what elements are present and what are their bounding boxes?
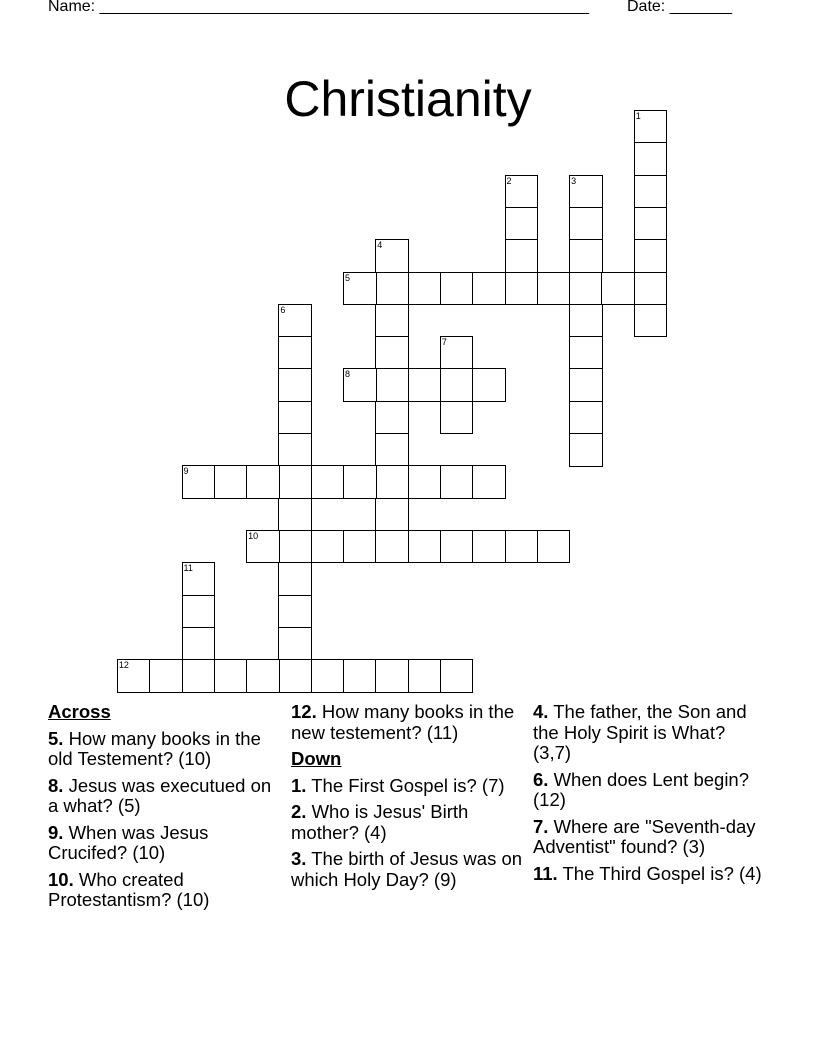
grid-cell[interactable] — [440, 465, 474, 499]
grid-cell[interactable] — [182, 562, 216, 596]
clue-down-3: 3. The birth of Jesus was on which Holy Day? (9) — [291, 848, 523, 890]
grid-cell[interactable] — [311, 530, 345, 564]
clue-number: 12 — [118, 660, 129, 671]
grid-cell[interactable] — [505, 239, 539, 273]
grid-cell[interactable] — [375, 433, 409, 467]
grid-cell[interactable] — [505, 530, 539, 564]
grid-cell[interactable] — [569, 368, 603, 402]
grid-cell[interactable] — [278, 304, 312, 338]
grid-cell[interactable] — [569, 239, 603, 273]
grid-cell[interactable] — [375, 465, 409, 499]
clues-column-2 — [291, 702, 526, 896]
clue-across-10: 10. Who created Protestantism? (10) — [48, 868, 210, 910]
grid-cell[interactable] — [634, 207, 668, 241]
grid-cell[interactable] — [505, 207, 539, 241]
grid-cell[interactable] — [569, 272, 603, 306]
clue-down-11: 11. The Third Gospel is? (4) — [533, 862, 762, 884]
grid-cell[interactable] — [375, 401, 409, 435]
grid-cell[interactable] — [311, 465, 345, 499]
grid-cell[interactable] — [634, 239, 668, 273]
grid-cell[interactable] — [375, 272, 409, 306]
clue-number: 10 — [248, 530, 259, 541]
grid-cell[interactable] — [214, 465, 248, 499]
clue-number: 5 — [345, 272, 351, 283]
grid-cell[interactable] — [569, 433, 603, 467]
grid-cell[interactable] — [117, 659, 151, 693]
grid-cell[interactable] — [375, 659, 409, 693]
grid-cell[interactable] — [569, 304, 603, 338]
grid-cell[interactable] — [278, 562, 312, 596]
grid-cell[interactable] — [601, 272, 635, 306]
grid-cell[interactable] — [343, 272, 377, 306]
clue-number: 4 — [377, 240, 383, 251]
grid-cell[interactable] — [182, 627, 216, 661]
clue-across-12: 12. How many books in the new testement? (11) — [291, 701, 515, 743]
grid-cell[interactable] — [375, 336, 409, 370]
grid-cell[interactable] — [569, 175, 603, 209]
grid-cell[interactable] — [537, 272, 571, 306]
grid-cell[interactable] — [634, 142, 668, 176]
grid-cell[interactable] — [278, 659, 312, 693]
grid-cell[interactable] — [408, 659, 442, 693]
grid-cell[interactable] — [375, 498, 409, 532]
grid-cell[interactable] — [182, 465, 216, 499]
clue-number: 11 — [183, 563, 193, 574]
grid-cell[interactable] — [278, 401, 312, 435]
down-heading: Down — [291, 748, 342, 769]
grid-cell[interactable] — [278, 530, 312, 564]
grid-cell[interactable] — [343, 465, 377, 499]
grid-cell[interactable] — [343, 530, 377, 564]
grid-cell[interactable] — [569, 336, 603, 370]
grid-cell[interactable] — [408, 530, 442, 564]
clue-number: 2 — [506, 175, 512, 186]
grid-cell[interactable] — [440, 659, 474, 693]
grid-cell[interactable] — [472, 368, 506, 402]
grid-cell[interactable] — [343, 659, 377, 693]
grid-cell[interactable] — [246, 465, 280, 499]
grid-cell[interactable] — [472, 272, 506, 306]
grid-cell[interactable] — [634, 175, 668, 209]
across-heading: Across — [48, 701, 111, 722]
grid-cell[interactable] — [278, 465, 312, 499]
page-title: Christianity — [284, 70, 532, 127]
clue-down-4: 4. The father, the Son and the Holy Spirit is What? (3,7) — [533, 701, 747, 763]
clue-number: 7 — [441, 337, 447, 348]
clue-number: 3 — [571, 175, 577, 186]
grid-cell[interactable] — [634, 110, 668, 144]
grid-cell[interactable] — [440, 530, 474, 564]
grid-cell[interactable] — [440, 272, 474, 306]
grid-cell[interactable] — [440, 336, 474, 370]
grid-cell[interactable] — [634, 272, 668, 306]
clue-down-7: 7. Where are "Seventh-day Adventist" found? (3) — [533, 815, 756, 857]
grid-cell[interactable] — [505, 175, 539, 209]
clue-across-9: 9. When was Jesus Crucifed? (10) — [48, 821, 209, 863]
grid-cell[interactable] — [278, 595, 312, 629]
clue-across-8: 8. Jesus was executued on a what? (5) — [48, 774, 272, 816]
grid-cell[interactable] — [182, 659, 216, 693]
clue-across-5: 5. How many books in the old Testement? (10) — [48, 727, 261, 769]
grid-cell[interactable] — [278, 498, 312, 532]
grid-cell[interactable] — [375, 304, 409, 338]
grid-cell[interactable] — [246, 659, 280, 693]
clue-number: 8 — [345, 369, 351, 380]
clue-down-6: 6. When does Lent begin? (12) — [533, 768, 750, 810]
grid-cell[interactable] — [505, 272, 539, 306]
grid-cell[interactable] — [278, 336, 312, 370]
grid-cell[interactable] — [537, 530, 571, 564]
clue-number: 1 — [635, 111, 641, 121]
clue-number: 6 — [280, 304, 286, 315]
grid-cell[interactable] — [278, 368, 312, 402]
grid-cell[interactable] — [440, 368, 474, 402]
date-field: Date: _______ — [627, 0, 732, 15]
grid-cell[interactable] — [408, 272, 442, 306]
grid-cell[interactable] — [246, 530, 280, 564]
clues-column-1 — [48, 702, 283, 917]
name-field: Name: _______________________________________________________ — [48, 0, 589, 15]
grid-cell[interactable] — [634, 304, 668, 338]
grid-cell[interactable] — [440, 401, 474, 435]
clues-column-3 — [533, 702, 768, 890]
grid-cell[interactable] — [472, 530, 506, 564]
grid-cell[interactable] — [311, 659, 345, 693]
grid-cell[interactable] — [375, 239, 409, 273]
grid-cell[interactable] — [182, 595, 216, 629]
grid-cell[interactable] — [278, 433, 312, 467]
grid-cell[interactable] — [149, 659, 183, 693]
grid-cell[interactable] — [569, 401, 603, 435]
grid-cell[interactable] — [375, 368, 409, 402]
clue-down-2: 2. Who is Jesus' Birth mother? (4) — [291, 801, 469, 843]
grid-cell[interactable] — [375, 530, 409, 564]
clue-down-1: 1. The First Gospel is? (7) — [291, 774, 505, 796]
grid-cell[interactable] — [408, 465, 442, 499]
grid-cell[interactable] — [343, 368, 377, 402]
grid-cell[interactable] — [278, 627, 312, 661]
clue-number: 9 — [183, 466, 189, 477]
grid-cell[interactable] — [408, 368, 442, 402]
grid-cell[interactable] — [472, 465, 506, 499]
grid-cell[interactable] — [569, 207, 603, 241]
grid-cell[interactable] — [214, 659, 248, 693]
